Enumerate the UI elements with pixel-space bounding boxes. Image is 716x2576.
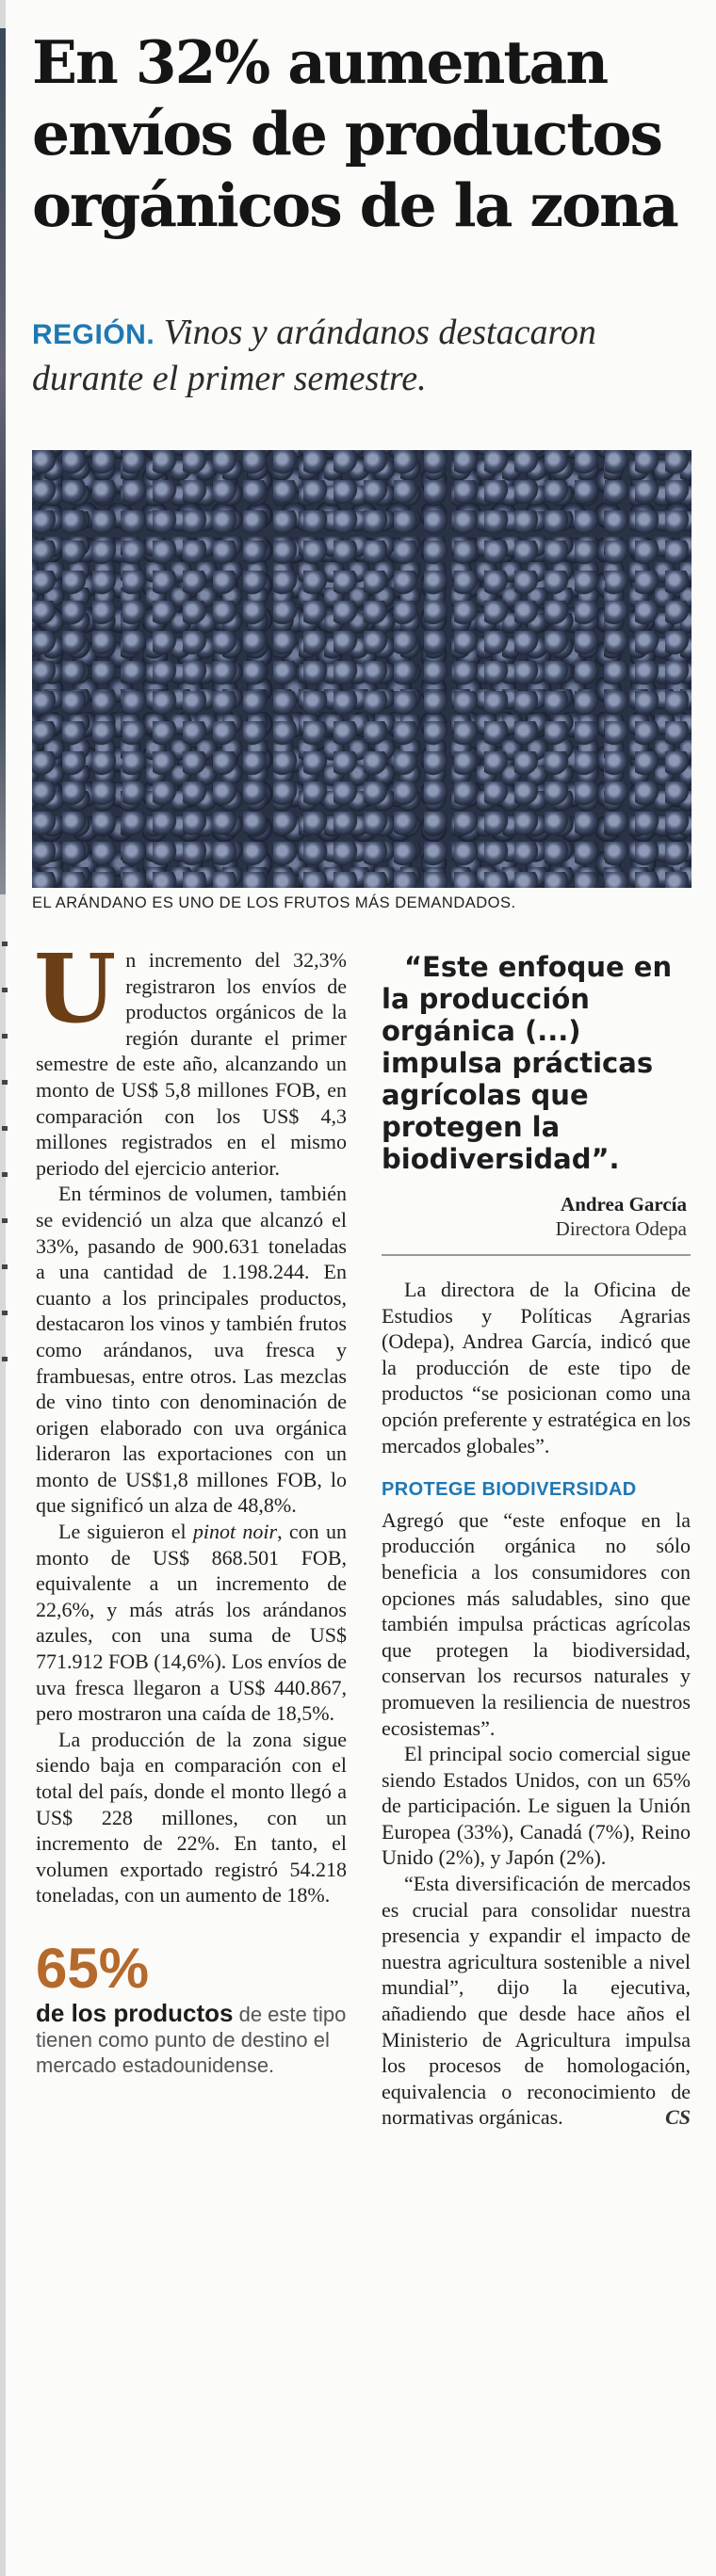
quote-author: Andrea García — [561, 1193, 687, 1216]
adjacent-page-strip — [0, 0, 13, 2576]
quote-attribution — [382, 1192, 691, 1241]
body-paragraph: Le siguieron el pinot noir, con un monto de US$ 868.501 FOB, equivalente a un incremento de 22,6%, y más atrás los arándanos azules, con una suma de US$ 771.912 FOB (14,6%). Los envíos de uva fresca llegaron a US$ 440.867, pero mostraron una caída de 18,5%. — [36, 1520, 347, 1726]
stat-callout — [36, 1937, 347, 2078]
body-paragraph: Un incremento del 32,3% registraron los envíos de productos orgánicos de la región durante el primer semestre de este año, alcanzando un monto de US$ 5,8 millones FOB, en comparación con los US$ 4,3 millones registrados en el mismo periodo del ejercicio anterior. — [34, 933, 347, 1180]
pull-quote: “Este enfoque en la producción orgánica (...) impulsa prácticas agrícolas que protegen la biodiversidad”. — [382, 951, 673, 1175]
adjacent-page-text — [2, 942, 11, 1403]
blueberries-photo — [32, 450, 692, 888]
body-column-right — [382, 951, 691, 2131]
body-paragraph: El principal socio comercial sigue siendo Estados Unidos, con un 65% de participación. Le siguen la Unión Europea (33%), Canadá (7%), Reino Unido (2%), y Japón (2%). — [382, 1742, 691, 1870]
stat-description: de los productos de este tipo tienen como punto de destino el mercado estadounidense. — [36, 1998, 347, 2077]
wine-variety: pinot noir — [192, 1520, 278, 1544]
body-paragraph: “Esta diversificación de mercados es crucial para consolidar nuestra presencia y expandir el impacto de nuestra agricultura sostenible a nivel mundial”, dijo la ejecutiva, añadiendo que desde hace años el Ministerio de Agricultura impulsa los procesos de homologación, equivalencia o reconocimiento de normativas orgánicas. CS — [382, 1872, 691, 2130]
adjacent-page-image — [0, 28, 6, 894]
deck — [32, 311, 692, 400]
body-paragraph: La producción de la zona sigue siendo baja en comparación con el total del país, donde el monto llegó a US$ 228 millones, con un incremento de 22%. En tanto, el volumen exportado registró 54.218 toneladas, con un aumento de 18%. — [36, 1727, 347, 1908]
end-mark: CS — [665, 2105, 691, 2130]
stat-value: 65% — [36, 1936, 150, 2000]
headline: En 32% aumentan envíos de productos orgánicos de la zona — [32, 27, 677, 240]
drop-cap: U — [34, 933, 117, 1044]
body-paragraph: En términos de volumen, también se evidenció un alza que alcanzó el 33%, pasando de 900.631 toneladas a una cantidad de 1.198.244. En cuanto a los principales productos, destacaron los vinos y también frutos como arándanos, uva fresca y frambuesas, entre otros. Las mezclas de vino tinto con denominación de origen elaborado con uva orgánica lideraron las exportaciones con un monto de US$1,8 millones FOB, lo que significó un alza de 48,8%. — [36, 1182, 347, 1518]
body-paragraph: Agregó que “este enfoque en la producción orgánica no sólo beneficia a los consumidores con opciones más saludables, sino que también impulsa prácticas agrícolas que protegen la biodiversidad, conservan los recursos naturales y promueven la resiliencia de nuestros ecosistemas”. — [382, 1507, 691, 1740]
section-kicker: REGIÓN. — [32, 319, 155, 350]
body-paragraph: La directora de la Oficina de Estudios y Políticas Agrarias (Odepa), Andrea García, indicó que la producción de este tipo de productos “se posicionan como una opción preferente y estratégica en los mercados globales”. — [382, 1278, 692, 1457]
subheading: PROTEGE BIODIVERSIDAD — [382, 1479, 637, 1501]
deck-text: Vinos y arándanos destacaron durante el primer semestre. — [32, 313, 596, 398]
photo-caption: EL ARÁNDANO ES UNO DE LOS FRUTOS MÁS DEMANDADOS. — [32, 894, 516, 911]
divider — [382, 1254, 691, 1256]
body-column-left — [34, 933, 347, 2078]
quote-author-role: Directora Odepa — [555, 1217, 687, 1240]
